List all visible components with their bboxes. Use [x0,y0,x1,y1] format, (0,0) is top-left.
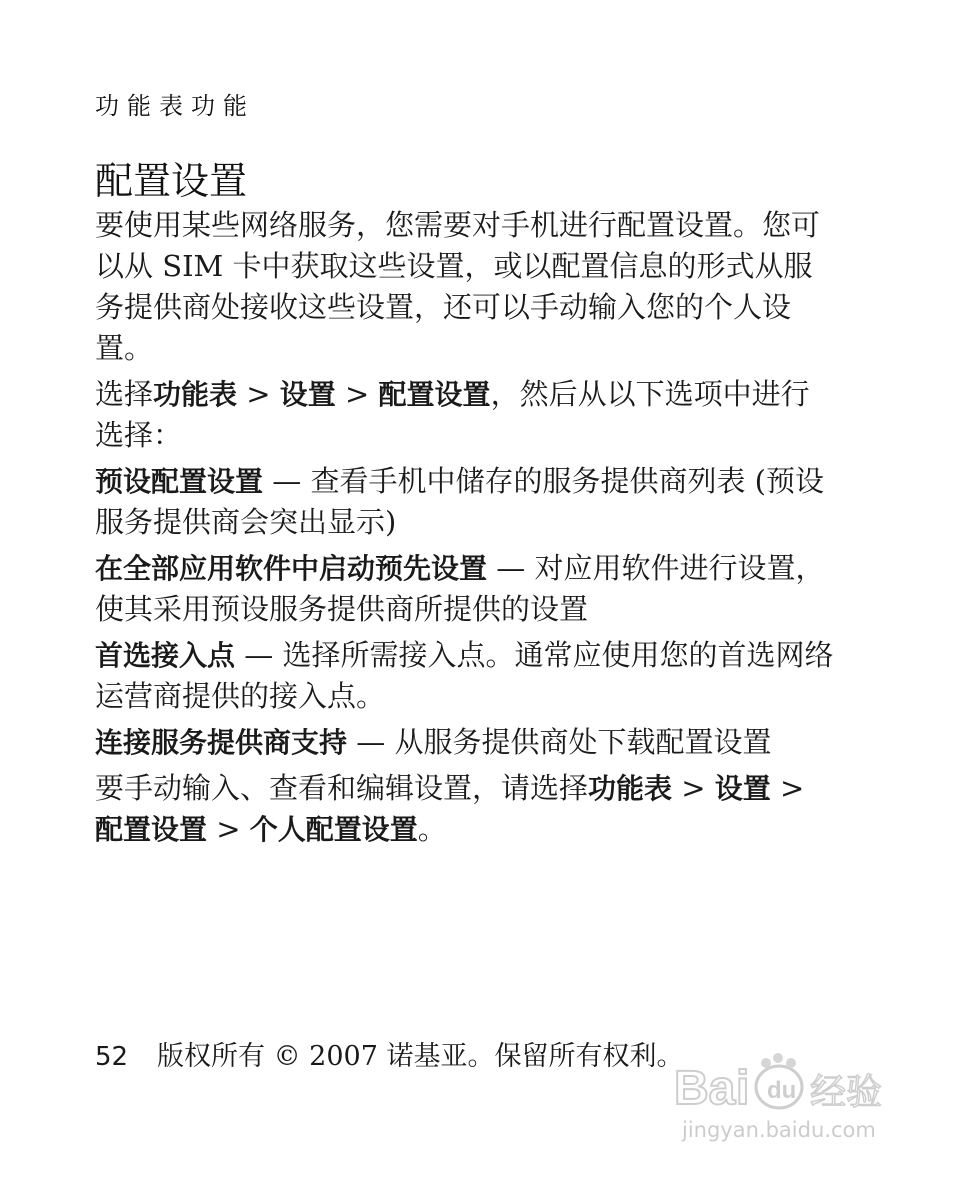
manual-settings-paragraph [95,768,835,850]
manual-path-separator: > [770,771,805,805]
baidu-jingyan-logo [674,1050,894,1120]
manual-path-separator: > [672,771,715,805]
copyright-notice: 版权所有 © 2007 诺基亚。保留所有权利。 [157,1041,684,1072]
option-item [95,635,835,717]
option-label: 首选接入点 [95,639,236,672]
menu-path-separator: > [335,377,379,411]
intro-paragraph: 要使用某些网络服务，您需要对手机进行配置设置。您可以从 SIM 卡中获取这些设置，或以配置信息的形式从服务提供商处接收这些设置，还可以手动输入您的个人设置。 [95,208,821,365]
option-description: — 选择所需接入点。通常应使用您的首选网络运营商提供的接入点。 [95,638,834,713]
option-description: — 从服务提供商处下载配置设置 [347,725,772,759]
menu-path-item-settings: 设置 [279,378,336,411]
manual-path-item-functions: 功能表 [588,772,673,805]
option-item [95,461,835,543]
svg-text:du: du [767,1077,797,1104]
manual-prefix: 要手动输入、查看和编辑设置，请选择 [95,771,589,805]
running-header: 功能表功能 [95,92,255,120]
manual-path-item-settings: 设置 [714,772,771,805]
menu-path-suffix: ，然后从以下选项中进行选择： [95,377,810,452]
page-number: 52 [95,1042,129,1072]
watermark-url: jingyan.baidu.com [682,1118,876,1142]
option-label: 连接服务提供商支持 [95,726,348,759]
menu-path-item-functions: 功能表 [153,378,238,411]
menu-path-separator: > [237,377,280,411]
manual-suffix: 。 [417,812,447,846]
page-footer [95,1034,683,1073]
baidu-jingyan-watermark [674,1040,904,1150]
manual-path-separator: > [207,812,250,846]
option-description: — 对应用软件进行设置，使其采用预设服务提供商所提供的设置 [95,551,825,626]
option-description: — 查看手机中储存的服务提供商列表 (预设服务提供商会突出显示) [95,464,824,539]
option-item [95,722,835,763]
option-label: 预设配置设置 [95,465,264,498]
option-label: 在全部应用软件中启动预先设置 [95,552,488,585]
menu-path-prefix: 选择 [95,377,154,411]
section-title: 配置设置 [95,159,248,203]
svg-text:Ba: Ba [674,1062,736,1115]
svg-text:经验: 经验 [810,1072,883,1113]
menu-path-item-config: 配置设置 [378,378,491,411]
menu-path-paragraph [95,374,835,456]
manual-path-item-config: 配置设置 [95,813,208,846]
option-item [95,548,835,630]
section-body [95,205,835,855]
svg-text:i: i [736,1062,750,1115]
manual-path-item-personal: 个人配置设置 [249,813,418,846]
